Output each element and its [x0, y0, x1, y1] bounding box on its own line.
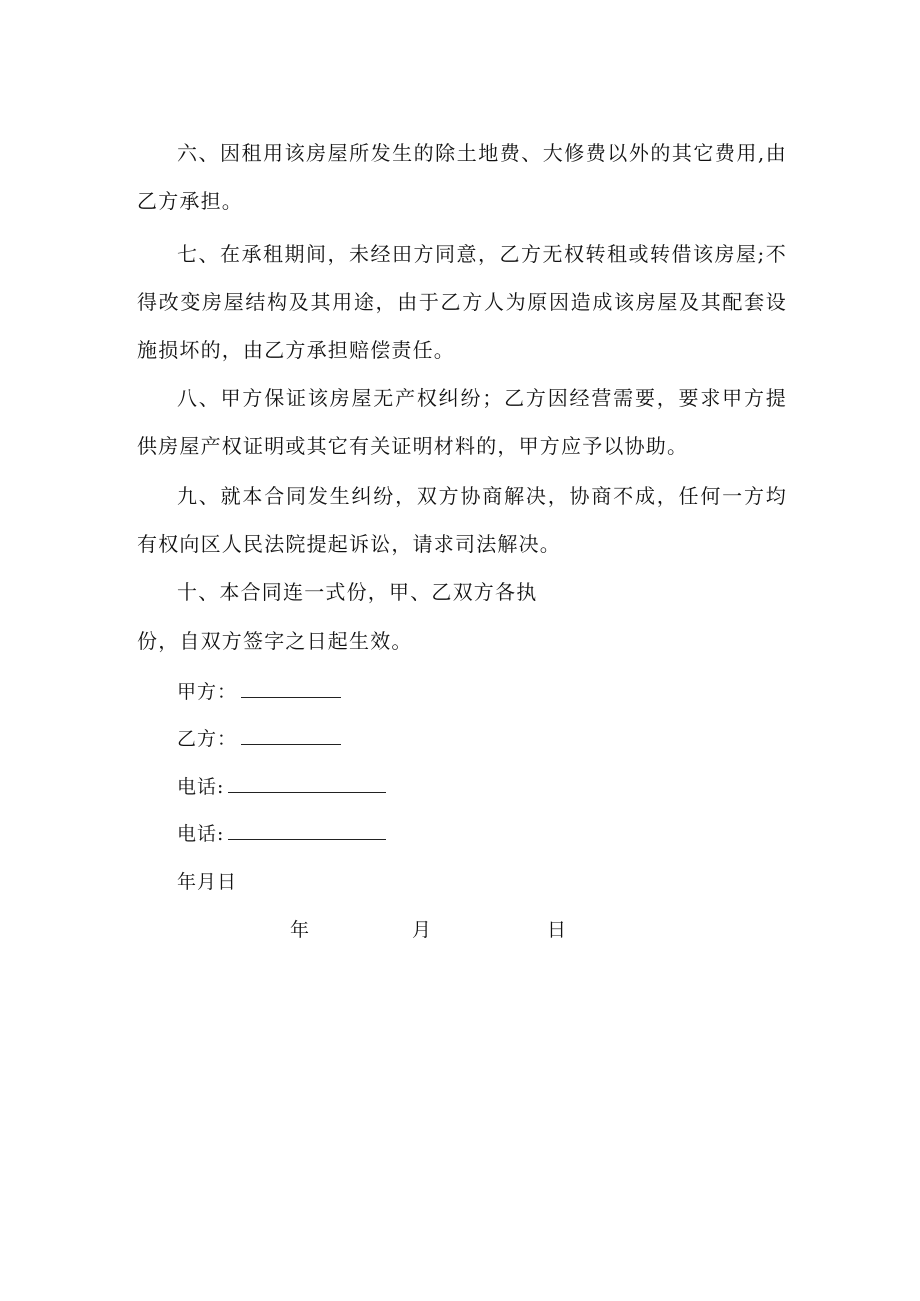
party-a-signature [177, 680, 341, 704]
party-b-signature [177, 727, 341, 751]
clause-ten-line2: 份，自双方签字之日起生效。 [137, 629, 413, 653]
clause-eight: 八、甲方保证该房屋无产权纠纷；乙方因经营需要，要求甲方提供房屋产权证明或其它有关证明材料的，甲方应予以协助。 [137, 386, 787, 458]
phone-a-row [177, 775, 386, 799]
phone-a-label: 电话: [177, 776, 225, 798]
party-b-label: 乙方： [177, 728, 238, 750]
clause-seven: 七、在承租期间，未经田方同意，乙方无权转租或转借该房屋;不得改变房屋结构及其用途，由于乙方人为原因造成该房屋及其配套设施损坏的，由乙方承担赔偿责任。 [137, 242, 787, 362]
clause-six: 六、因租用该房屋所发生的除土地费、大修费以外的其它费用,由乙方承担。 [137, 141, 787, 213]
phone-a-blank[interactable] [228, 791, 386, 793]
phone-b-label: 电话: [177, 823, 225, 845]
date-compact: 年月日 [177, 871, 238, 893]
date-month: 月 [412, 919, 432, 941]
clause-ten-line1: 十、本合同连一式份，甲、乙双方各执 [177, 580, 538, 604]
phone-b-row [177, 822, 386, 846]
party-b-blank[interactable] [241, 743, 341, 745]
party-a-blank[interactable] [241, 696, 341, 698]
phone-b-blank[interactable] [228, 838, 386, 840]
party-a-label: 甲方： [177, 681, 238, 703]
date-day: 日 [547, 919, 567, 941]
date-year: 年 [290, 919, 310, 941]
clause-nine: 九、就本合同发生纠纷，双方协商解决，协商不成，任何一方均有权向区人民法院提起诉讼，请求司法解决。 [137, 484, 787, 556]
